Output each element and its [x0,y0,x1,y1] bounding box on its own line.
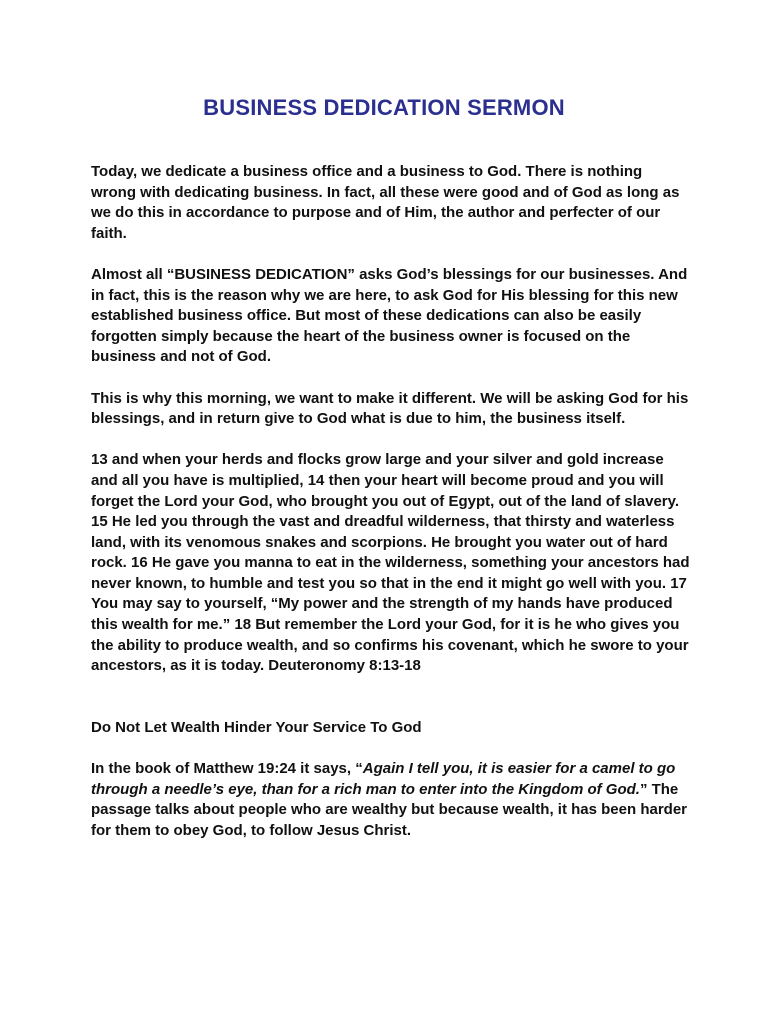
matthew-commentary: ” The passage talks about people who are wealthy but because wealth, it has been harder for them to obey God, to follow Jesus Christ. [91,780,688,839]
paragraph-this-morning: This is why this morning, we want to make it different. We will be asking God for his blessings, and in return give to God what is due to him, the business itself. [91,389,689,428]
document-body [91,162,691,862]
matthew-intro: In the book of Matthew 19:24 it says, “ [91,760,363,778]
section-heading: Do Not Let Wealth Hinder Your Service To God [91,718,422,736]
paragraph-intro: Today, we dedicate a business office and a business to God. There is nothing wrong with dedicating business. In fact, all these were good and of God as long as we do this in accordance to purpose and of Him, the author and perfecter of our faith. [91,163,680,242]
page-title: BUSINESS DEDICATION SERMON [203,95,565,120]
matthew-verse-quote: Again I tell you, it is easier for a camel to go through a needle’s eye, than for a rich man to enter into the Kingdom of God. [91,760,676,798]
paragraph-matthew [91,759,691,841]
paragraph-business-dedication: Almost all “BUSINESS DEDICATION” asks God’s blessings for our businesses. And in fact, this is the reason why we are here, to ask God for His blessing for this new established business office. But most of these dedications can also be easily forgotten simply because the heart of the business owner is focused on the business and not of God. [91,265,688,366]
paragraph-deuteronomy-quote: 13 and when your herds and flocks grow large and your silver and gold increase and all you have is multiplied, 14 then your heart will become proud and you will forget the Lord your God, who brought you out of Egypt, out of the land of slavery. 15 He led you through the vast and dreadful wilderness, that thirsty and waterless land, with its venomous snakes and scorpions. He brought you water out of hard rock. 16 He gave you manna to eat in the wilderness, something your ancestors had never known, to humble and test you so that in the end it might go well with you. 17 You may say to yourself, “My power and the strength of my hands have produced this wealth for me.” 18 But remember the Lord your God, for it is he who gives you the ability to produce wealth, and so confirms his covenant, which he swore to your ancestors, as it is today. Deuteronomy 8:13-18 [91,451,690,675]
